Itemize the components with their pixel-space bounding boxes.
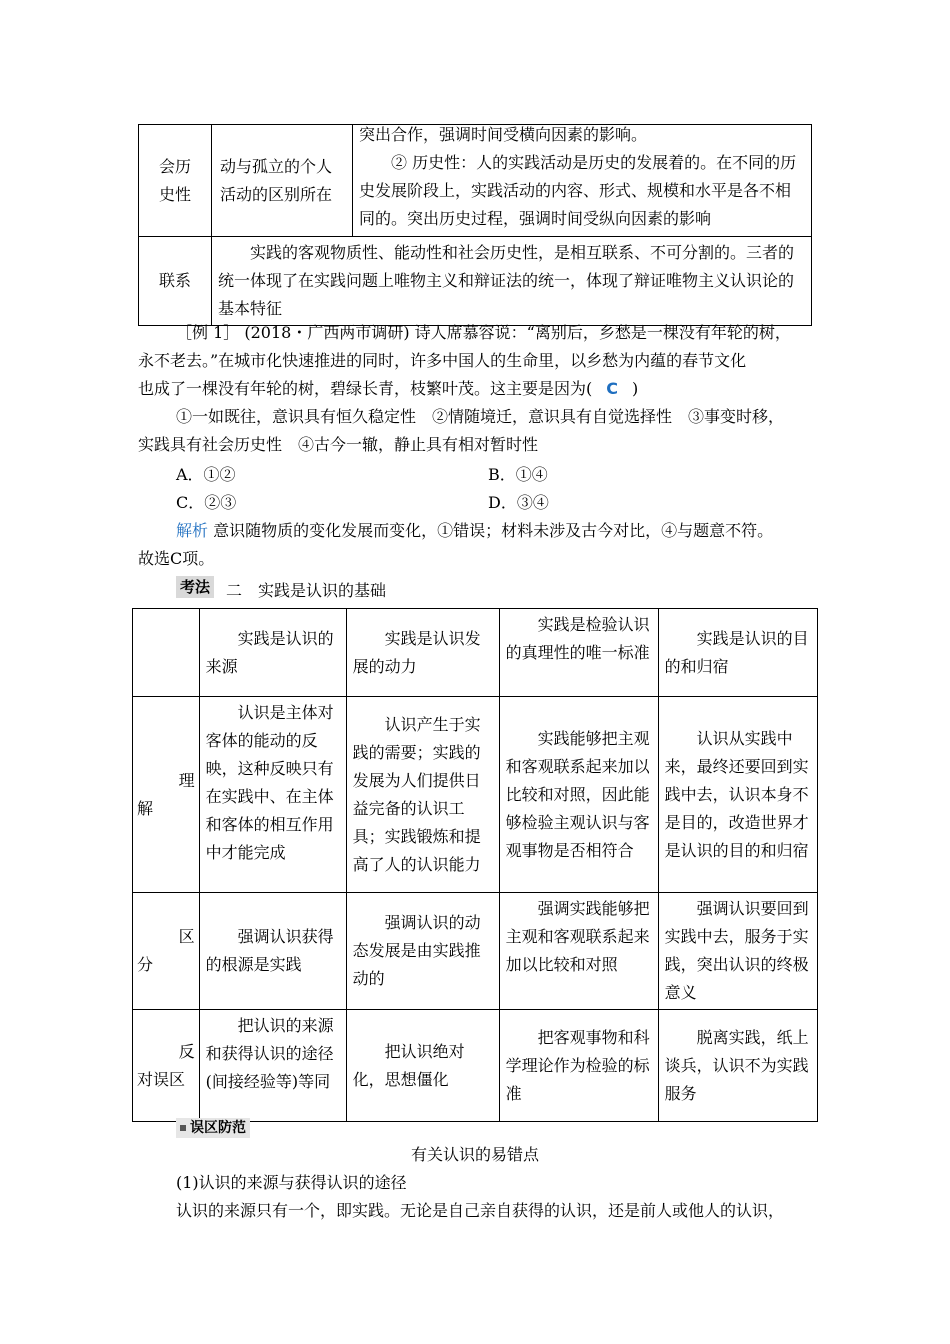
- table-cell: [499, 1010, 658, 1122]
- choice-a: A．①②: [176, 465, 236, 484]
- header-cell: [658, 609, 817, 697]
- header-cell: [499, 609, 658, 697]
- analysis-text: 意识随物质的变化发展而变化，①错误；材料未涉及古今对比，④与题意不符。: [213, 521, 774, 540]
- table-cell: [499, 697, 658, 893]
- practice-table: [132, 608, 818, 1122]
- analysis-line-1: [176, 520, 773, 542]
- options-line-2: 实践具有社会历史性 ④古今一辙，静止具有相对暂时性: [138, 435, 539, 454]
- table-cell: [658, 1010, 817, 1122]
- table-cell: [199, 697, 346, 893]
- row-label-cell: [133, 1010, 200, 1122]
- cell-text: 实践能够把主观和客观联系起来加以比较和对照，因此能够检验主观认识与客观事物是否相符合: [505, 728, 650, 860]
- row-label: 反对误区: [137, 1041, 195, 1089]
- cell-text: 强调认识的动态发展是由实践推动的: [352, 913, 481, 988]
- cell-text: 强调认识要回到实践中去，服务于实践，突出认识的终极意义: [664, 899, 809, 1002]
- table-cell: [199, 893, 346, 1010]
- table-cell: [658, 893, 817, 1010]
- answer-mark: C: [606, 379, 618, 398]
- top-table: [138, 124, 812, 326]
- cell-text: 脱离实践，纸上谈兵，认识不为实践服务: [664, 1027, 809, 1103]
- example-line-2: 永不老去。”在城市化快速推进的同时，许多中国人的生命里，以乡愁为内蕴的春节文化: [138, 351, 747, 370]
- row-label: 理解: [137, 770, 195, 818]
- row-label: 联系: [158, 271, 191, 290]
- corner-cell: [133, 609, 200, 697]
- row-desc: 动与孤立的个人活动的区别所在: [220, 156, 333, 204]
- item-1-text: 认识的来源只有一个，即实践。无论是自己亲自获得的认识，还是前人或他人的认识，: [176, 1201, 785, 1220]
- wrong-zone-badge: [176, 1118, 250, 1138]
- paren-close: ): [632, 379, 639, 398]
- square-bullet-icon: [180, 1125, 186, 1131]
- table-cell: [346, 697, 499, 893]
- top-row1-label-cell: [139, 125, 212, 237]
- cell-text: 把客观事物和科学理论作为检验的标准: [505, 1027, 650, 1103]
- content-line: 突出合作，强调时间受横向因素的影响。: [359, 125, 648, 144]
- header-text: 实践是认识的来源: [205, 628, 334, 676]
- header-cell: [199, 609, 346, 697]
- content-paragraph: 实践的客观物质性、能动性和社会历史性，是相互联系、不可分割的。三者的统一体现了在实践问题上唯物主义和辩证法的统一，体现了辩证唯物主义认识论的基本特征: [218, 243, 795, 318]
- choice-c: C．②③: [176, 493, 237, 512]
- top-row1-content-cell: [353, 125, 812, 237]
- table-cell: [346, 893, 499, 1010]
- wrong-zone-heading: 有关认识的易错点: [410, 1145, 539, 1164]
- section-badge: 考法: [176, 576, 214, 598]
- example-line-1: ［例 1］ (2018・广西两市调研) 诗人席慕容说：“离别后，乡愁是一棵没有年轮的树，: [176, 323, 791, 342]
- top-row1-desc-cell: [212, 125, 353, 237]
- top-row2-content-cell: [212, 237, 812, 326]
- header-text: 实践是认识的目的和归宿: [664, 628, 809, 676]
- content-paragraph: ② 历史性：人的实践活动是历史的发展着的。在不同的历史发展阶段上，实践活动的内容、形式、规模和水平是各不相同的。突出历史过程，强调时间受纵向因素的影响: [359, 153, 797, 228]
- row-label: 会历史性: [158, 156, 191, 204]
- cell-text: 把认识的来源和获得认识的途径(间接经验等)等同: [205, 1016, 334, 1091]
- table-cell: [199, 1010, 346, 1122]
- header-text: 实践是检验认识的真理性的唯一标准: [505, 615, 650, 662]
- top-row2-label-cell: [139, 237, 212, 326]
- row-label-cell: [133, 697, 200, 893]
- cell-text: 强调实践能够把主观和客观联系起来加以比较和对照: [505, 899, 650, 974]
- cell-text: 把认识绝对化，思想僵化: [352, 1041, 465, 1089]
- row-label: 区分: [137, 927, 195, 974]
- table-cell: [499, 893, 658, 1010]
- row-label-cell: [133, 893, 200, 1010]
- table-cell: [346, 1010, 499, 1122]
- section-title: 二 实践是认识的基础: [226, 581, 387, 600]
- header-text: 实践是认识发展的动力: [352, 628, 481, 676]
- analysis-label: 解析: [176, 521, 209, 540]
- cell-text: 认识从实践中来，最终还要回到实践中去，认识本身不是目的，改造世界才是认识的目的和归宿: [664, 728, 809, 860]
- choice-d: D．③④: [488, 493, 549, 512]
- cell-text: 认识是主体对客体的能动的反映，这种反映只有在实践中、在主体和客体的相互作用中才能完成: [205, 703, 334, 862]
- cell-text: 强调认识获得的根源是实践: [205, 927, 334, 974]
- item-1-title: (1)认识的来源与获得认识的途径: [176, 1173, 407, 1192]
- table-cell: [658, 697, 817, 893]
- header-cell: [346, 609, 499, 697]
- options-line-1: ①一如既往，意识具有恒久稳定性 ②情随境迁，意识具有自觉选择性 ③事变时移，: [176, 407, 785, 426]
- example-line-3-text: 也成了一棵没有年轮的树，碧绿长青，枝繁叶茂。这主要是因为(: [138, 379, 593, 398]
- example-line-3: [138, 378, 638, 400]
- cell-text: 认识产生于实践的需要；实践的发展为人们提供日益完备的认识工具；实践锻炼和提高了人的认识能力: [352, 714, 481, 874]
- analysis-line-2: 故选C项。: [138, 549, 215, 568]
- wrong-zone-label: 误区防范: [190, 1120, 246, 1136]
- choice-b: B．①④: [488, 465, 548, 484]
